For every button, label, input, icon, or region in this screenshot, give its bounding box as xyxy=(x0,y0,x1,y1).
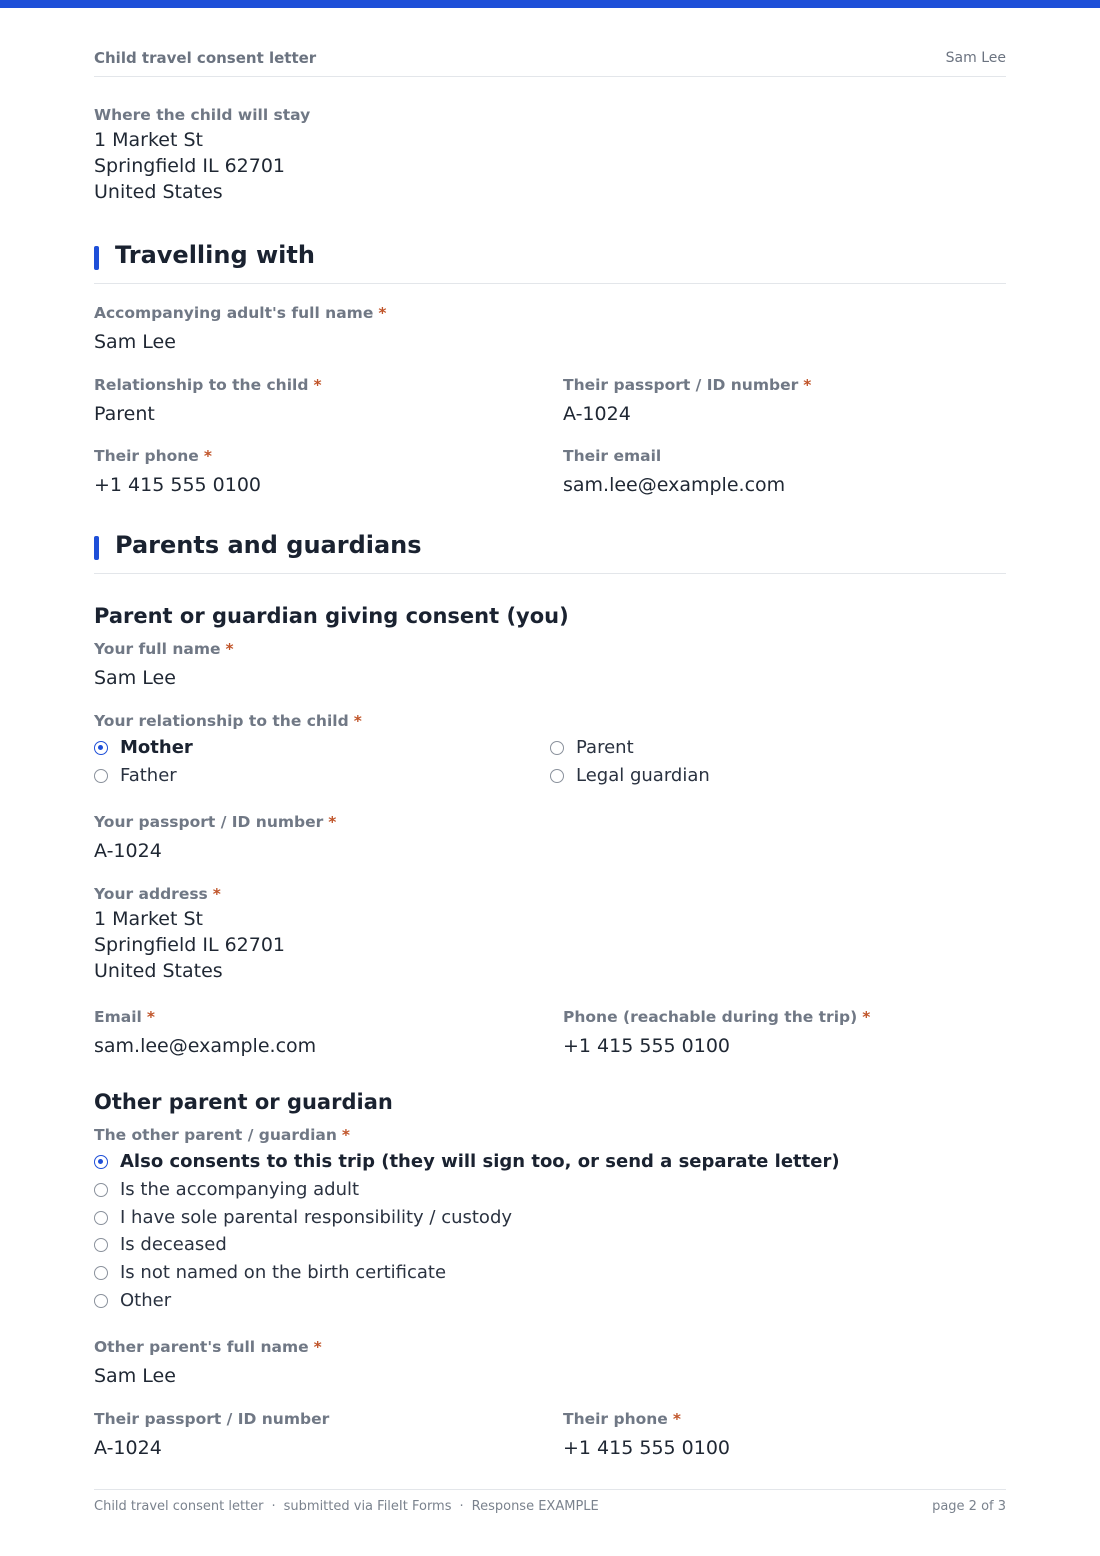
radio-selected-icon xyxy=(94,1155,108,1169)
section-parents-guardians xyxy=(94,533,1006,574)
address-line: United States xyxy=(94,960,223,982)
footer-submitted-via: submitted via FileIt Forms xyxy=(283,1499,452,1514)
header-user-name: Sam Lee xyxy=(945,50,1006,66)
field-value: +1 415 555 0100 xyxy=(563,1437,731,1459)
required-marker: * xyxy=(378,304,387,322)
field-value: Sam Lee xyxy=(94,331,176,353)
radio-label: Also consents to this trip (they will sign too, or send a separate letter) xyxy=(120,1151,840,1172)
field-value: sam.lee@example.com xyxy=(94,1035,317,1057)
field-label: Your relationship to the child xyxy=(94,712,349,730)
field-value: A-1024 xyxy=(94,1437,162,1459)
field-value: +1 415 555 0100 xyxy=(563,1035,731,1057)
subsection-other-parent: Other parent or guardian xyxy=(94,1090,393,1114)
field-label: Other parent's full name xyxy=(94,1338,309,1356)
your-full-name-field xyxy=(94,639,234,691)
radio-unselected-icon xyxy=(94,1294,108,1308)
required-marker: * xyxy=(313,376,322,394)
required-marker: * xyxy=(203,447,212,465)
radio-label: Mother xyxy=(120,737,193,758)
field-label: Their phone xyxy=(563,1410,668,1428)
required-marker: * xyxy=(862,1008,871,1026)
radio-unselected-icon xyxy=(94,1211,108,1225)
footer-response-id: Response EXAMPLE xyxy=(471,1499,599,1514)
your-passport-field xyxy=(94,812,336,864)
radio-label: Other xyxy=(120,1290,172,1311)
field-label: The other parent / guardian xyxy=(94,1126,337,1144)
radio-unselected-icon xyxy=(550,769,564,783)
your-email-field xyxy=(94,1007,316,1059)
radio-label: I have sole parental responsibility / custody xyxy=(120,1207,513,1228)
required-marker: * xyxy=(212,885,221,903)
field-value xyxy=(94,906,285,984)
radio-selected-icon xyxy=(94,741,108,755)
footer-separator: · xyxy=(459,1499,464,1514)
radio-unselected-icon xyxy=(94,1266,108,1280)
radio-label: Is the accompanying adult xyxy=(120,1179,360,1200)
required-marker: * xyxy=(146,1008,155,1026)
address-line: Springfield IL 62701 xyxy=(94,155,286,177)
your-address-field xyxy=(94,884,285,984)
section-marker xyxy=(94,536,99,560)
required-marker: * xyxy=(672,1410,681,1428)
field-value: Sam Lee xyxy=(94,667,176,689)
field-label: Your passport / ID number xyxy=(94,813,324,831)
field-value: A-1024 xyxy=(94,840,162,862)
section-title: Parents and guardians xyxy=(115,531,422,559)
field-label: Where the child will stay xyxy=(94,106,311,124)
required-marker: * xyxy=(313,1338,322,1356)
footer-page-number: page 2 of 3 xyxy=(932,1499,1006,1514)
footer-doc-title: Child travel consent letter xyxy=(94,1499,264,1514)
subsection-consenting-parent: Parent or guardian giving consent (you) xyxy=(94,604,569,628)
radio-label: Parent xyxy=(576,737,634,758)
required-marker: * xyxy=(341,1126,351,1144)
radio-unselected-icon xyxy=(94,1183,108,1197)
field-label: Relationship to the child xyxy=(94,376,309,394)
accompanying-adult-name-field xyxy=(94,303,386,355)
other-parent-passport-field xyxy=(94,1409,329,1461)
required-marker: * xyxy=(353,712,362,730)
address-line: United States xyxy=(94,181,223,203)
stay-address-field xyxy=(94,105,310,205)
field-label: Their phone xyxy=(94,447,199,465)
page-footer xyxy=(94,1489,1006,1520)
radio-unselected-icon xyxy=(550,741,564,755)
adult-phone-field xyxy=(94,446,261,498)
other-parent-status-field xyxy=(94,1125,350,1145)
radio-label: Father xyxy=(120,765,177,786)
section-title: Travelling with xyxy=(115,241,315,269)
document-title: Child travel consent letter xyxy=(94,49,317,67)
radio-unselected-icon xyxy=(94,1238,108,1252)
radio-label: Is deceased xyxy=(120,1234,227,1255)
your-phone-field xyxy=(563,1007,870,1059)
field-label: Accompanying adult's full name xyxy=(94,304,374,322)
field-label: Their passport / ID number xyxy=(94,1410,330,1428)
adult-passport-field xyxy=(563,375,811,427)
field-value xyxy=(94,127,310,205)
required-marker: * xyxy=(328,813,337,831)
field-label: Your full name xyxy=(94,640,221,658)
section-marker xyxy=(94,246,99,270)
other-parent-name-field xyxy=(94,1337,322,1389)
relationship-field xyxy=(94,375,322,427)
radio-label: Legal guardian xyxy=(576,765,710,786)
field-label: Your address xyxy=(94,885,208,903)
address-line: Springfield IL 62701 xyxy=(94,934,286,956)
radio-unselected-icon xyxy=(94,769,108,783)
address-line: 1 Market St xyxy=(94,908,203,930)
page-header xyxy=(94,49,1006,77)
field-label: Their passport / ID number xyxy=(563,376,799,394)
required-marker: * xyxy=(225,640,234,658)
required-marker: * xyxy=(803,376,812,394)
top-accent-bar xyxy=(0,0,1100,8)
section-travelling-with xyxy=(94,243,1006,284)
your-relationship-field xyxy=(94,711,362,731)
field-value: Parent xyxy=(94,403,155,425)
field-label: Their email xyxy=(563,447,662,465)
field-label: Email xyxy=(94,1008,142,1026)
field-value: sam.lee@example.com xyxy=(563,474,786,496)
field-value: Sam Lee xyxy=(94,1365,176,1387)
field-value: +1 415 555 0100 xyxy=(94,474,262,496)
address-line: 1 Market St xyxy=(94,129,203,151)
other-parent-phone-field xyxy=(563,1409,730,1461)
footer-separator: · xyxy=(271,1499,276,1514)
field-label: Phone (reachable during the trip) xyxy=(563,1008,858,1026)
adult-email-field xyxy=(563,446,785,498)
field-value: A-1024 xyxy=(563,403,631,425)
radio-label: Is not named on the birth certificate xyxy=(120,1262,447,1283)
